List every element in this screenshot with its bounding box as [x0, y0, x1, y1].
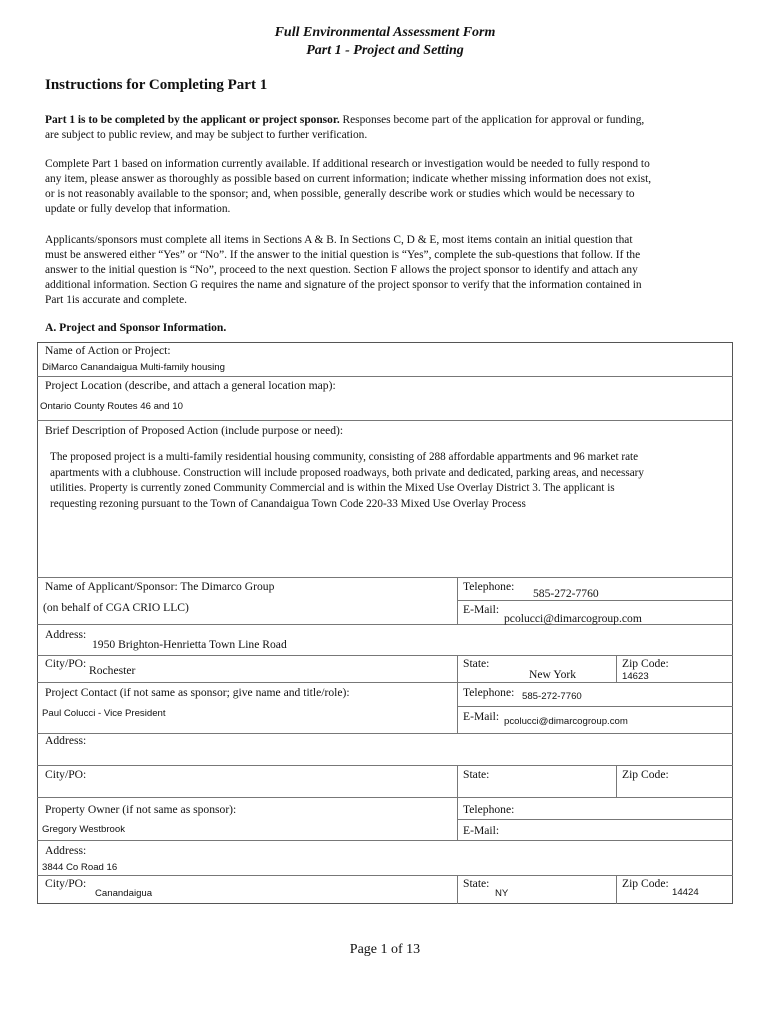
form-divider — [37, 840, 733, 841]
form-divider — [37, 733, 733, 734]
contact-city-label: City/PO: — [45, 768, 87, 781]
contact-telephone-label: Telephone: — [463, 686, 515, 699]
contact-email-field[interactable]: pcolucci@dimarcogroup.com — [504, 716, 628, 727]
instructions-p1-line2: are subject to public review, and may be subject to further verification. — [45, 129, 368, 141]
city-field[interactable]: Rochester — [89, 664, 136, 677]
instructions-bold-lead: Part 1 is to be completed by the applicant or project sponsor. — [45, 114, 340, 126]
contact-email-label: E-Mail: — [463, 710, 500, 723]
project-location-label: Project Location (describe, and attach a general location map): — [45, 379, 336, 392]
form-column-divider — [457, 875, 458, 904]
form-divider — [457, 819, 733, 820]
instructions-p2-line: update or fully develop that information. — [45, 203, 231, 215]
address-label: Address: — [45, 628, 87, 641]
form-divider — [37, 875, 733, 876]
form-divider — [457, 600, 733, 601]
form-title: Full Environmental Assessment Form — [274, 25, 496, 40]
owner-zip-label: Zip Code: — [622, 877, 669, 890]
zip-label: Zip Code: — [622, 657, 669, 670]
project-name-label: Name of Action or Project: — [45, 344, 171, 357]
owner-label: Property Owner (if not same as sponsor): — [45, 803, 237, 816]
form-divider — [37, 420, 733, 421]
state-field[interactable]: New York — [529, 668, 577, 681]
contact-telephone-field[interactable]: 585-272-7760 — [522, 691, 582, 702]
state-label: State: — [463, 657, 490, 670]
instructions-p3-line: additional information. Section G requires the name and signature of the project sponsor to verify that the information contained in — [45, 279, 642, 291]
telephone-field[interactable]: 585-272-7760 — [533, 587, 599, 600]
instructions-paragraph-1 — [45, 113, 725, 143]
owner-city-label: City/PO: — [45, 877, 87, 890]
owner-zip-field[interactable]: 14424 — [672, 887, 699, 898]
instructions-p3-line: answer to the initial question is “No”, proceed to the next question. Section F allows the project sponsor to identify and attach any — [45, 264, 638, 276]
instructions-p3-line: Part 1is accurate and complete. — [45, 294, 188, 306]
description-line: utilities. Property is currently zoned Community Commercial and is within the Mixed Use Overlay District 3. The applicant is — [50, 482, 615, 494]
description-label: Brief Description of Proposed Action (include purpose or need): — [45, 424, 344, 437]
contact-field[interactable]: Paul Colucci - Vice President — [42, 708, 166, 719]
address-field[interactable]: 1950 Brighton-Henrietta Town Line Road — [92, 638, 287, 651]
form-subtitle: Part 1 - Project and Setting — [306, 43, 464, 58]
instructions-p1-rest: Responses become part of the application for approval or funding, — [339, 114, 645, 126]
owner-telephone-label: Telephone: — [463, 803, 515, 816]
instructions-p2-line: or is not reasonably available to the sponsor; and, when possible, generally describe work or studies which would be necessary to — [45, 188, 635, 200]
telephone-label: Telephone: — [463, 580, 515, 593]
form-column-divider — [616, 765, 617, 797]
project-name-field[interactable]: DiMarco Canandaigua Multi-family housing — [42, 362, 225, 373]
form-divider — [37, 577, 733, 578]
form-column-divider — [616, 875, 617, 904]
owner-email-label: E-Mail: — [463, 824, 500, 837]
form-column-divider — [457, 577, 458, 624]
form-column-divider — [457, 765, 458, 840]
description-line: apartments with a clubhouse. Construction will include proposed roadways, both private and dedicated, parking areas, and necessary — [50, 466, 645, 479]
instructions-paragraph-2 — [45, 157, 725, 217]
project-location-field[interactable]: Ontario County Routes 46 and 10 — [40, 401, 183, 412]
instructions-paragraph-3 — [45, 233, 725, 308]
owner-state-label: State: — [463, 877, 490, 890]
description-field[interactable] — [50, 450, 725, 512]
form-divider — [37, 797, 733, 798]
city-label: City/PO: — [45, 657, 87, 670]
instructions-p3-line: must be answered either “Yes” or “No”. If the answer to the initial question is “Yes”, complete the sub-questions that follow. If the — [45, 249, 641, 261]
form-divider — [457, 706, 733, 707]
form-column-divider — [457, 655, 458, 733]
owner-address-field[interactable]: 3844 Co Road 16 — [42, 862, 118, 873]
applicant-label: Name of Applicant/Sponsor: The Dimarco Group — [45, 580, 275, 593]
owner-field[interactable]: Gregory Westbrook — [42, 824, 125, 835]
description-line: The proposed project is a multi-family residential housing community, consisting of 288 affordable appartments and 96 market rate — [50, 451, 639, 463]
instructions-p3-line: Applicants/sponsors must complete all items in Sections A & B. In Sections C, D & E, most items contain an initial question that — [45, 234, 633, 246]
form-divider — [37, 376, 733, 377]
section-a-heading: A. Project and Sponsor Information. — [45, 321, 227, 334]
owner-state-field[interactable]: NY — [495, 888, 509, 899]
instructions-p2-line: Complete Part 1 based on information currently available. If additional research or investigation would be needed to fully respond to — [45, 158, 650, 170]
form-column-divider — [616, 655, 617, 682]
contact-address-label: Address: — [45, 734, 87, 747]
instructions-p2-line: any item, please answer as thoroughly as possible based on current information; indicate whether missing information does not exist, — [45, 173, 652, 185]
contact-zip-label: Zip Code: — [622, 768, 669, 781]
form-divider — [37, 682, 733, 683]
zip-field[interactable]: 14623 — [622, 671, 649, 682]
description-line: requesting rezoning pursuant to the Town of Canandaigua Town Code 220-33 Mixed Use Overlay Process — [50, 497, 526, 510]
contact-label: Project Contact (if not same as sponsor; give name and title/role): — [45, 686, 350, 699]
page-number: Page 1 of 13 — [349, 942, 421, 957]
email-label: E-Mail: — [463, 603, 500, 616]
contact-state-label: State: — [463, 768, 490, 781]
email-field[interactable]: pcolucci@dimarcogroup.com — [504, 612, 642, 625]
owner-address-label: Address: — [45, 844, 87, 857]
form-divider — [37, 655, 733, 656]
instructions-heading: Instructions for Completing Part 1 — [45, 77, 268, 93]
owner-city-field[interactable]: Canandaigua — [95, 888, 153, 899]
applicant-sub-label: (on behalf of CGA CRIO LLC) — [43, 601, 189, 614]
form-divider — [37, 765, 733, 766]
